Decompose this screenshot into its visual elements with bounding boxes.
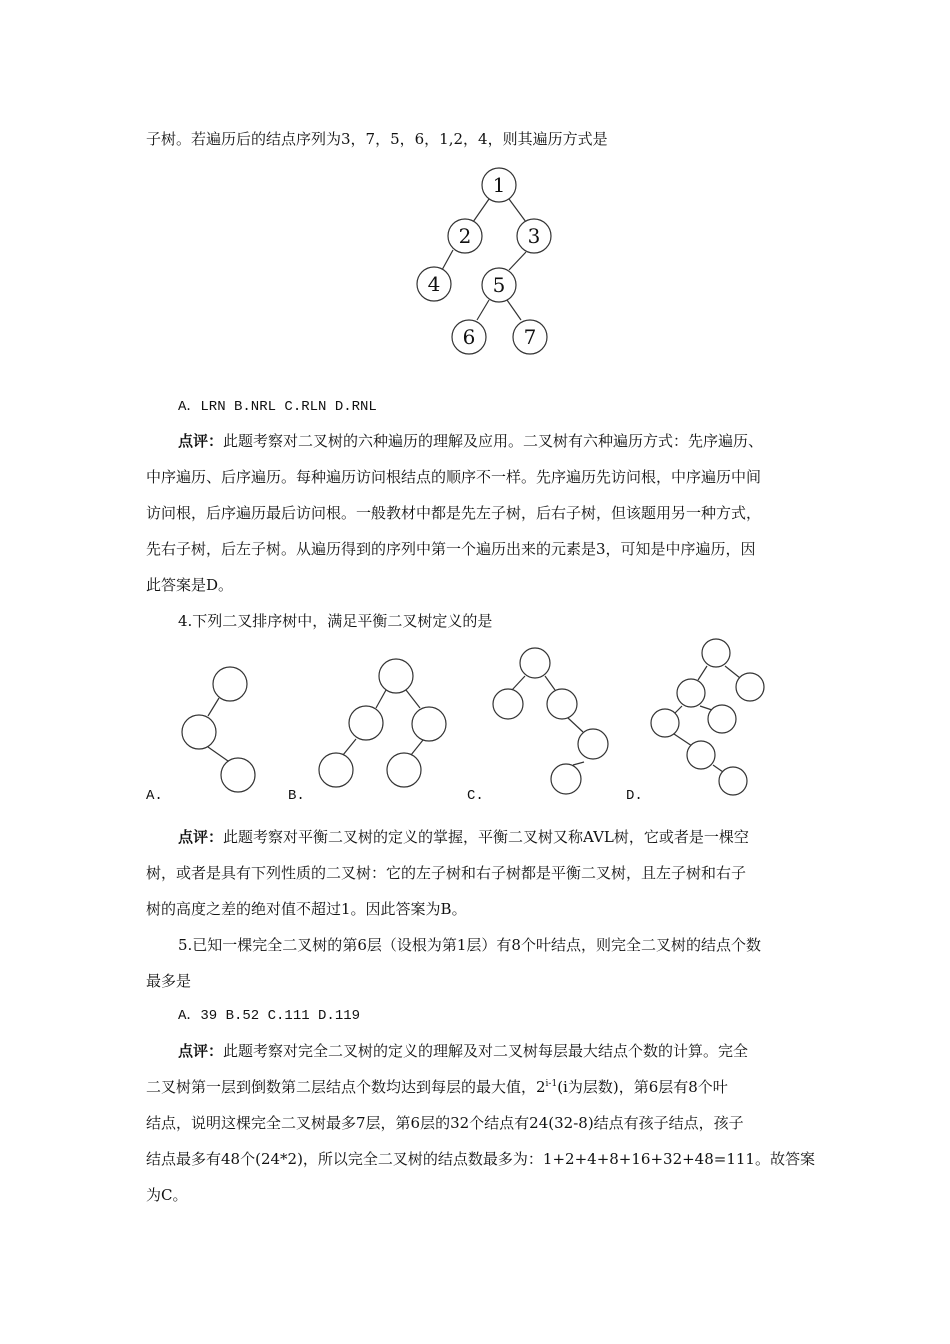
comment-label: 点评： [178, 432, 224, 450]
q4-comment-line: 树的高度之差的绝对值不超过1。因此答案为B。 [146, 900, 467, 918]
option-a-tree [182, 667, 255, 792]
intro-line: 子树。若遍历后的结点序列为3，7，5，6，1,2，4，则其遍历方式是 [146, 130, 608, 148]
comment-text: 此题考察对二叉树的六种遍历的理解及应用。二叉树有六种遍历方式：先序遍历、 [223, 432, 764, 450]
comment-label: 点评： [178, 828, 224, 846]
q3-comment-line: 访问根，后序遍历最后访问根。一般教材中都是先左子树，后右子树，但该题用另一种方式， [146, 504, 762, 522]
tree-node-label: 3 [527, 224, 541, 248]
option-d-label: D. [626, 788, 643, 804]
q4-comment-line: 树，或者是具有下列性质的二叉树：它的左子树和右子树都是平衡二叉树，且左子树和右子 [146, 864, 747, 882]
exponent: i-1 [545, 1079, 558, 1089]
q5-question-cont: 最多是 [146, 972, 192, 990]
tree-node-label: 4 [427, 272, 441, 296]
tree-node-label: 6 [462, 325, 476, 349]
q3-comment-line: 中序遍历、后序遍历。每种遍历访问根结点的顺序不一样。先序遍历先访问根，中序遍历中间 [146, 468, 762, 486]
option-c-label: C. [467, 788, 484, 804]
option-a-label: A. [146, 788, 163, 804]
option-b-tree [319, 659, 446, 787]
tree-node-label: 1 [492, 173, 506, 197]
q3-comment-line: 先右子树，后左子树。从遍历得到的序列中第一个遍历出来的元素是3，可知是中序遍历，因 [146, 540, 756, 558]
q5-comment-line: 二叉树第一层到倒数第二层结点个数均达到每层的最大值，2$^{i-1}$(i为层数)，第6层有8个叶 [146, 1078, 728, 1096]
q3-comment-line [178, 430, 763, 451]
q5-comment-line: 为C。 [146, 1186, 188, 1204]
q5-comment-line: 结点，说明这棵完全二叉树最多7层，第6层的32个结点有24(32-8)结点有孩子结点，孩子 [146, 1114, 744, 1132]
q4-question: 4.下列二叉排序树中，满足平衡二叉树定义的是 [178, 612, 493, 630]
q5-comment-line [178, 1040, 748, 1061]
q5-options: A．39 B.52 C.111 D.119 [178, 1008, 361, 1024]
q4-comment-line [178, 826, 749, 847]
tree-node-label: 5 [492, 273, 506, 297]
option-c-tree [493, 648, 608, 794]
q3-options: A．LRN B.NRL C.RLN D.RNL [178, 399, 377, 415]
comment-label: 点评： [178, 1042, 224, 1060]
comment-text: 此题考察对完全二叉树的定义的理解及对二叉树每层最大结点个数的计算。完全 [223, 1042, 749, 1060]
option-d-tree [651, 639, 764, 795]
option-b-label: B. [288, 788, 305, 804]
q5-question: 5.已知一棵完全二叉树的第6层（设根为第1层）有8个叶结点，则完全二叉树的结点个数 [178, 936, 761, 954]
traversal-tree [417, 168, 551, 354]
tree-node-label: 7 [523, 325, 537, 349]
q5-comment-line: 结点最多有48个(24*2)，所以完全二叉树的结点数最多为：1+2+4+8+16+32+48=111。故答案 [146, 1150, 815, 1168]
tree-node-label: 2 [458, 224, 472, 248]
q3-comment-line: 此答案是D。 [146, 576, 234, 594]
comment-text: 此题考察对平衡二叉树的定义的掌握，平衡二叉树又称AVL树，它或者是一棵空 [223, 828, 749, 846]
